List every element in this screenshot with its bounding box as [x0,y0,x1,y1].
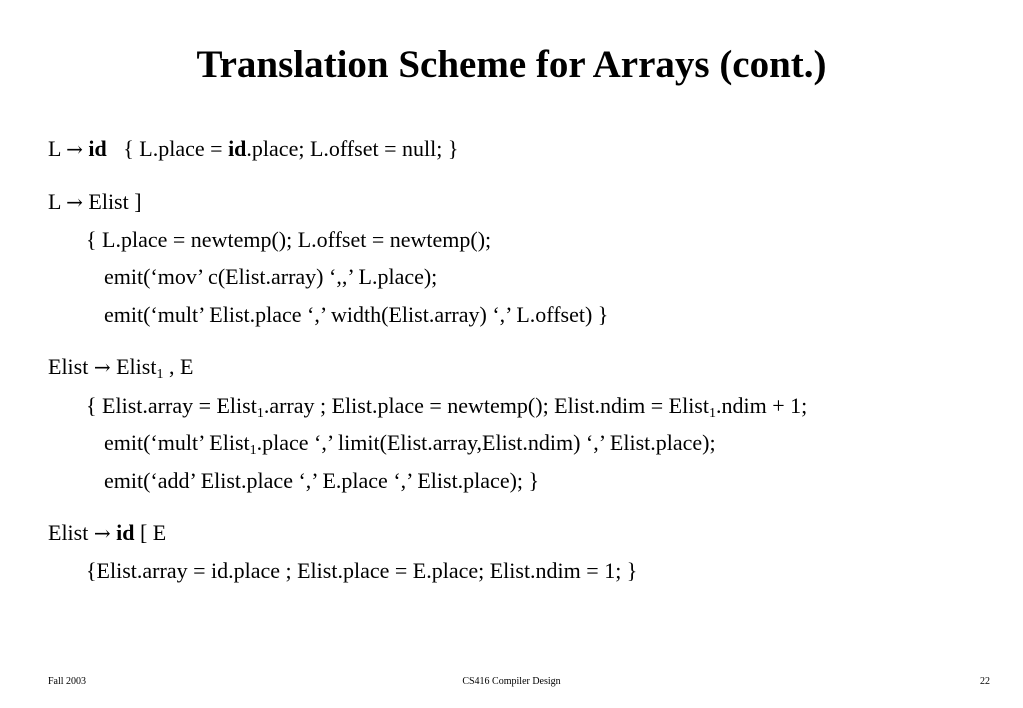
rule-3-action-line-1-c: .ndim + 1; [715,393,808,418]
rule-3-action-line-1-sub-1: 1 [256,406,264,421]
rule-3-action-line-1-a: { Elist.array = Elist [86,393,257,418]
footer-page-number: 22 [980,676,990,687]
footer-course: CS416 Compiler Design [462,676,561,687]
rule-3-lhs: Elist [48,354,89,379]
rule-3-action-line-1-sub-2: 1 [708,406,716,421]
rule-1-id: id [88,136,107,161]
rule-4-production [48,520,166,546]
rule-3-production [48,354,193,380]
right-arrow-icon: → [93,355,111,379]
rule-1-lhs: L [48,136,61,161]
rule-3-action-line-1-b: .array ; Elist.place = newtemp(); Elist.ndim = Elist [263,393,709,418]
rule-3-action-line-2-b: .place ‘,’ limit(Elist.array,Elist.ndim) ‘,’ Elist.place); [256,430,716,455]
right-arrow-icon: → [66,137,83,161]
rule-3-action-line-1 [86,393,807,419]
rule-4-id: id [116,520,135,545]
rule-1-action-b: .place; L.offset = null; } [246,136,459,161]
rule-2-action-line-3: emit(‘mult’ Elist.place ‘,’ width(Elist.array) ‘,’ L.offset) } [104,302,609,327]
rule-2-production [48,189,142,215]
right-arrow-icon: → [93,521,111,545]
rule-2-rhs: Elist ] [88,189,142,214]
rule-3-action-line-3: emit(‘add’ Elist.place ‘,’ E.place ‘,’ Elist.place); } [104,468,540,493]
rule-2-lhs: L [48,189,61,214]
rule-1-action-id: id [228,136,247,161]
rule-2-action-line-2: emit(‘mov’ c(Elist.array) ‘,,’ L.place); [104,264,438,289]
rule-3-rhs-subscript: 1 [156,367,164,382]
rule-4-action-line-1: {Elist.array = id.place ; Elist.place = E.place; Elist.ndim = 1; } [86,558,638,583]
rule-1-production [48,136,458,162]
right-arrow-icon: → [66,190,83,214]
rule-3-rhs-tail: , E [163,354,194,379]
rule-3-action-line-2-sub: 1 [249,443,257,458]
slide-title: Translation Scheme for Arrays (cont.) [196,43,827,86]
rule-4-rhs-tail: [ E [134,520,167,545]
rule-1-action-a: { L.place = [123,136,229,161]
rule-2-action-line-1: { L.place = newtemp(); L.offset = newtemp(); [86,227,492,252]
rule-3-action-line-2 [104,430,716,456]
rule-3-action-line-2-a: emit(‘mult’ Elist [104,430,250,455]
footer-date: Fall 2003 [48,676,87,687]
rule-3-rhs: Elist [116,354,157,379]
rule-4-lhs: Elist [48,520,89,545]
